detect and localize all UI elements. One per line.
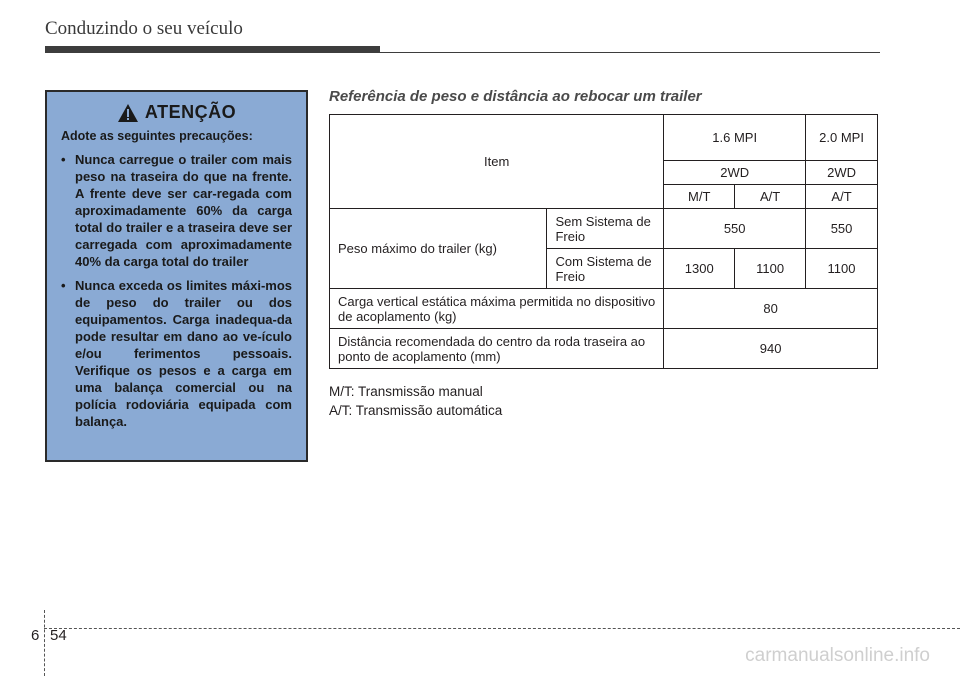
chapter-number: 6 xyxy=(31,627,40,644)
header-rule-thick xyxy=(45,46,380,53)
drive-16-cell: 2WD xyxy=(664,161,806,185)
warning-item: • Nunca exceda os limites máxi-mos de peso do trailer ou dos equipamentos. Carga inadequa-da pode resultar em dano ao ve-ículo e/ou ferimentos pessoais. Verifique os pesos e a carga em uma balança comercial ou na polícia rodoviária equipada com balança. xyxy=(61,278,292,429)
with-brake-mt-cell: 1300 xyxy=(664,249,735,289)
note-at: A/T: Transmissão automática xyxy=(329,403,503,418)
trans-at-cell: A/T xyxy=(735,185,806,209)
drive-20-cell: 2WD xyxy=(806,161,878,185)
warning-box xyxy=(45,90,308,462)
warning-title-row xyxy=(61,102,292,123)
section-title: Referência de peso e distância ao rebocar um trailer xyxy=(329,88,702,105)
warning-title: ATENÇÃO xyxy=(144,102,237,122)
max-trailer-label-cell: Peso máximo do trailer (kg) xyxy=(330,209,547,289)
vertical-load-label-cell: Carga vertical estática máxima permitida no dispositivo de acoplamento (kg) xyxy=(330,289,664,329)
footer-divider-horizontal xyxy=(44,628,960,629)
page-number: 54 xyxy=(50,627,67,644)
no-brake-20-cell: 550 xyxy=(806,209,878,249)
with-brake-20-cell: 1100 xyxy=(806,249,878,289)
warning-item: • Nunca carregue o trailer com mais peso na traseira do que na frente. A frente deve ser car-regada com aproximadamente 60% da carga total do trailer e a traseira deve ser carregada com aproximadamente 40% da carga total do trailer xyxy=(61,152,292,269)
warning-list xyxy=(61,151,292,430)
engine-20-cell: 2.0 MPI xyxy=(806,115,878,161)
footer-divider-vertical xyxy=(44,610,45,676)
item-header-cell: Item xyxy=(330,115,664,209)
bullet-icon: • xyxy=(61,152,66,167)
with-brake-at-cell: 1100 xyxy=(735,249,806,289)
bullet-icon: • xyxy=(61,278,66,293)
page-header-title: Conduzindo o seu veículo xyxy=(45,18,243,39)
distance-label-cell: Distância recomendada do centro da roda traseira ao ponto de acoplamento (mm) xyxy=(330,329,664,369)
note-mt: M/T: Transmissão manual xyxy=(329,384,483,399)
vertical-load-value-cell: 80 xyxy=(664,289,878,329)
distance-value-cell: 940 xyxy=(664,329,878,369)
trailer-weight-table xyxy=(329,114,878,369)
warning-intro: Adote as seguintes precauções: xyxy=(61,129,253,143)
trans-at-20-cell: A/T xyxy=(806,185,878,209)
with-brake-label-cell: Com Sistema de Freio xyxy=(547,249,664,289)
no-brake-16-cell: 550 xyxy=(664,209,806,249)
header-rule-thin xyxy=(380,52,880,53)
engine-16-cell: 1.6 MPI xyxy=(664,115,806,161)
no-brake-label-cell: Sem Sistema de Freio xyxy=(547,209,664,249)
trans-mt-cell: M/T xyxy=(664,185,735,209)
warning-triangle-icon xyxy=(117,103,139,123)
watermark: carmanualsonline.info xyxy=(745,645,930,666)
